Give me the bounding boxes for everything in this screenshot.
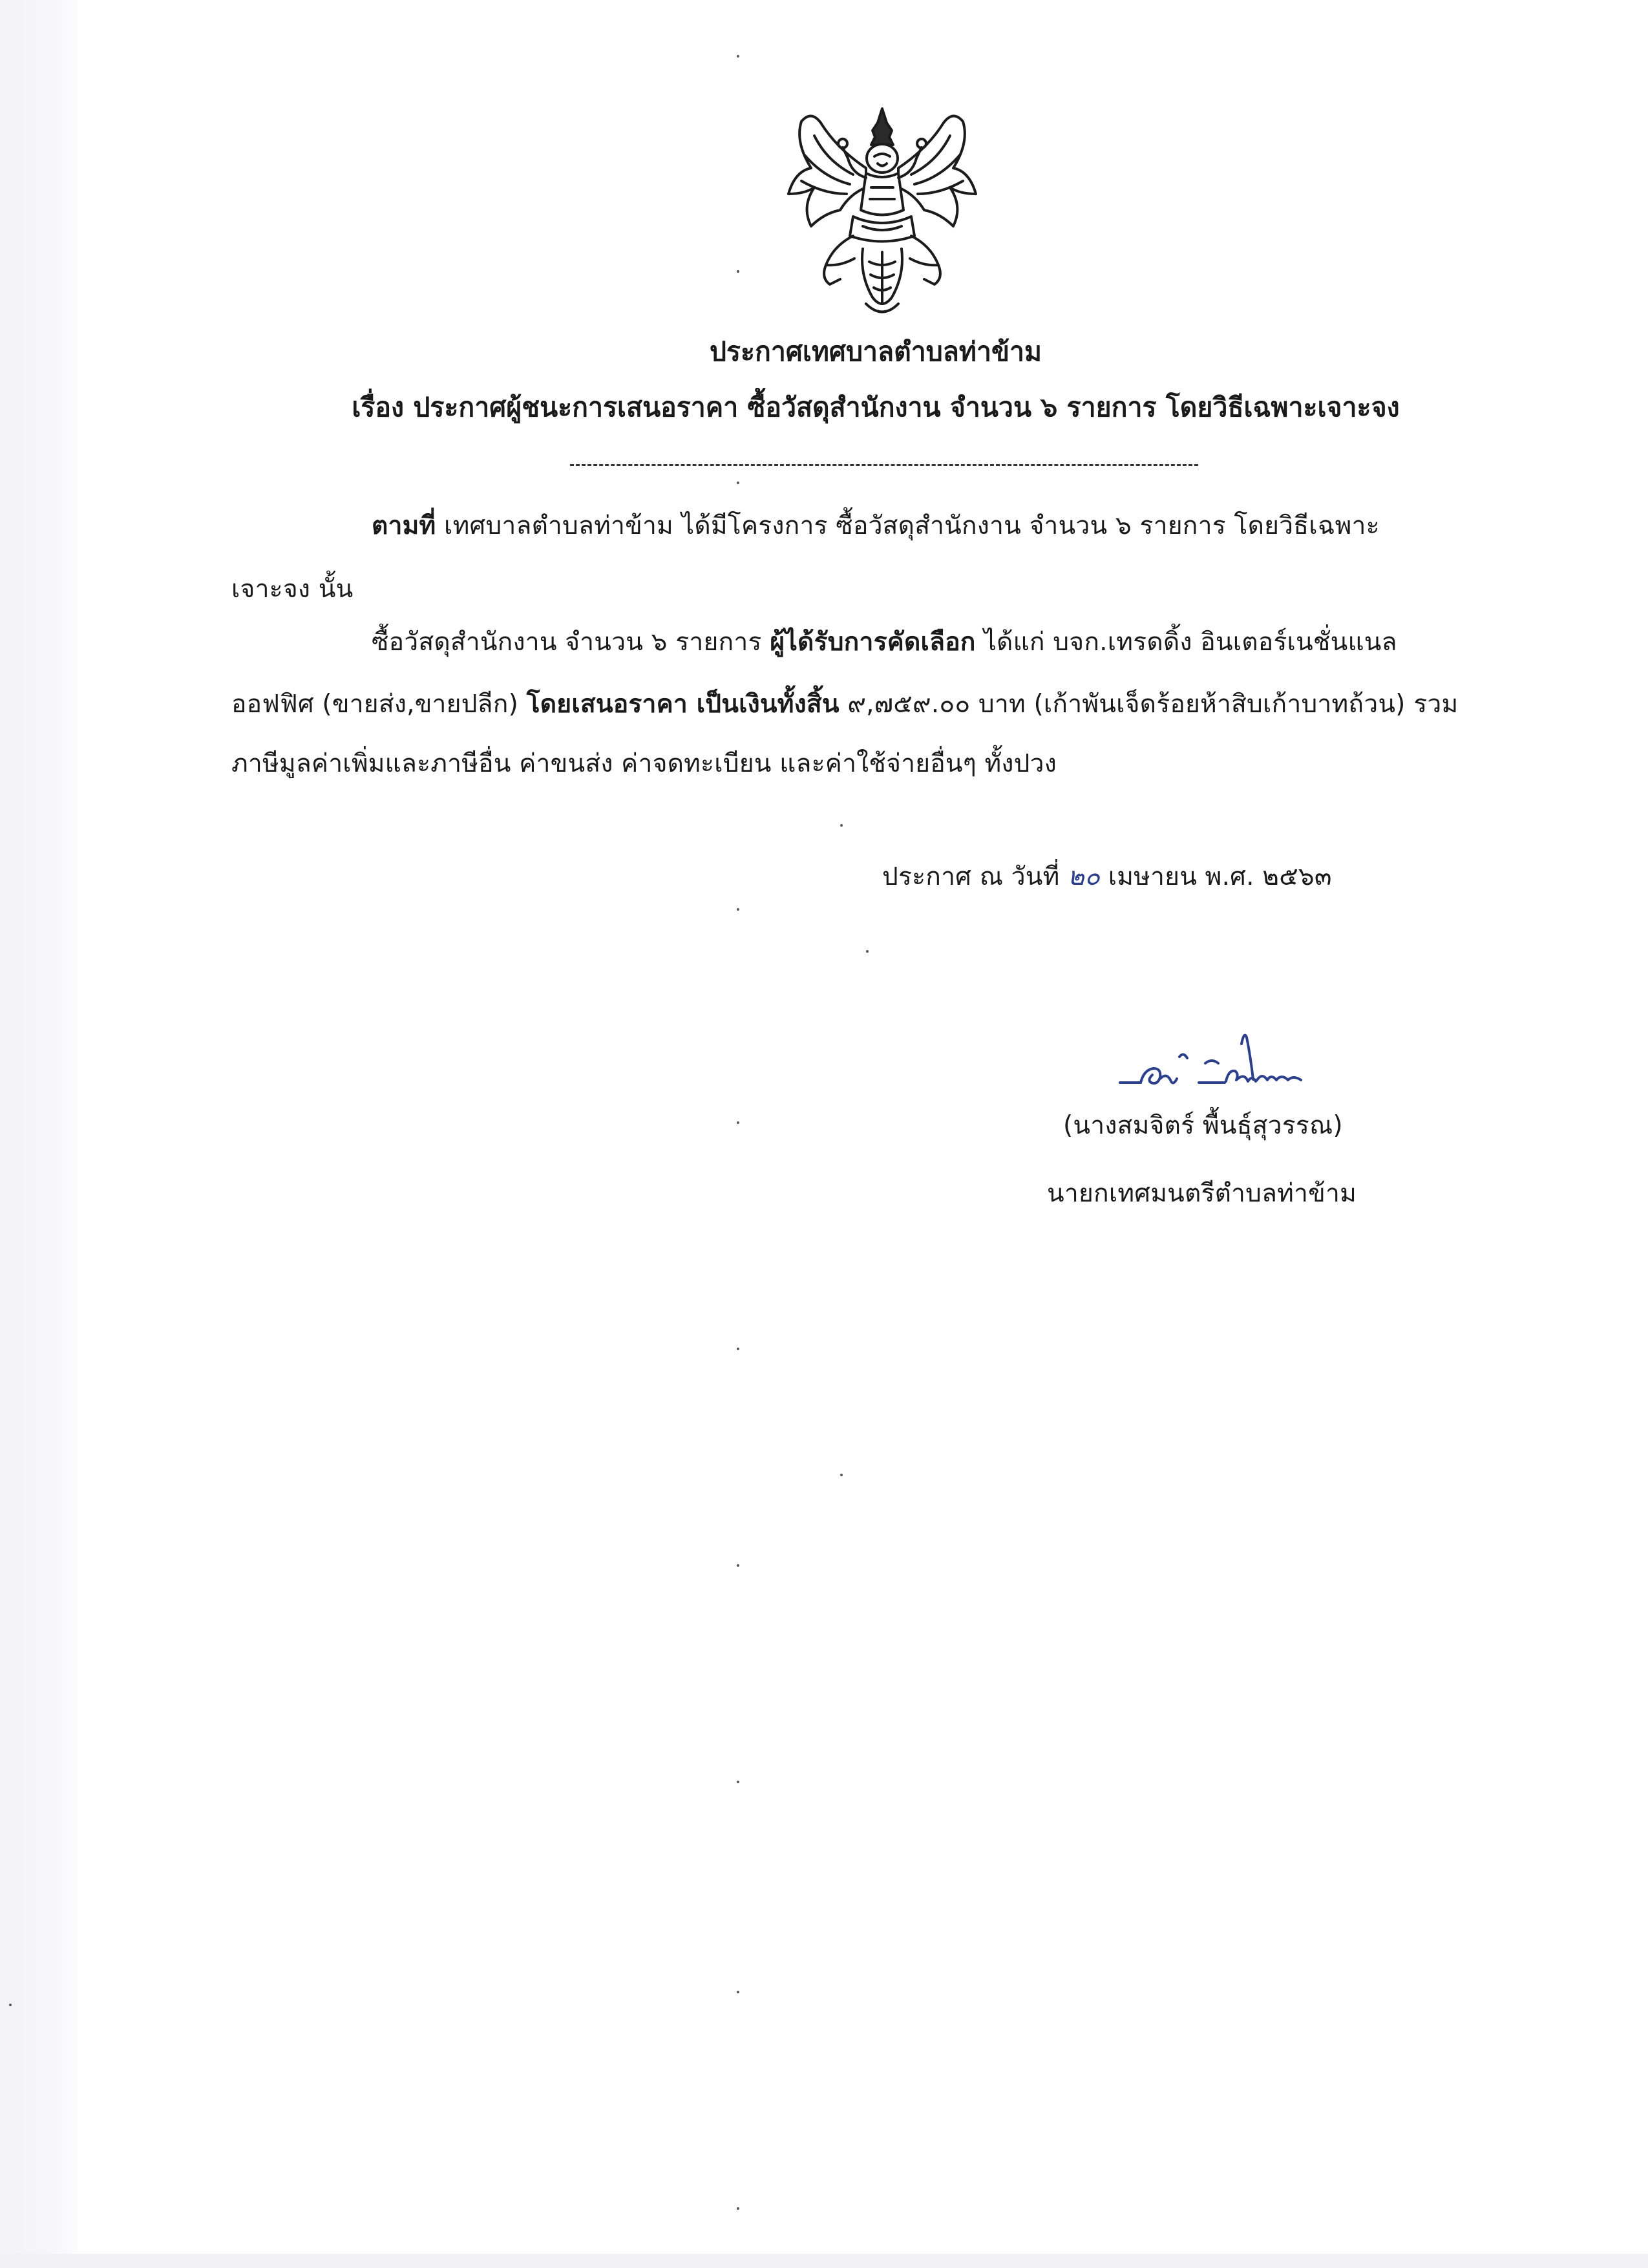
paragraph-2-text-a: ซื้อวัสดุสำนักงาน จำนวน ๖ รายการ <box>372 628 770 657</box>
scan-speck <box>737 1564 739 1567</box>
paragraph-2-line-3: ภาษีมูลค่าเพิ่มและภาษีอื่น ค่าขนส่ง ค่าจดทะเบียน และค่าใช้จ่ายอื่นๆ ทั้งปวง <box>231 749 1057 778</box>
paragraph-2-line-2 <box>231 684 1458 724</box>
paragraph-2-bold-b: โดยเสนอราคา เป็นเงินทั้งสิ้น <box>526 690 840 719</box>
scan-speck <box>737 1781 739 1783</box>
paragraph-2-bold-a: ผู้ได้รับการคัดเลือก <box>770 628 976 657</box>
scan-speck <box>840 824 843 827</box>
signatory-position: นายกเทศมนตรีตำบลท่าข้าม <box>1047 1179 1357 1208</box>
scan-speck <box>737 1121 739 1124</box>
paragraph-2-line-1 <box>372 622 1397 662</box>
document-title: ประกาศเทศบาลตำบลท่าข้าม <box>709 336 1042 367</box>
garuda-emblem-icon <box>776 97 989 326</box>
scan-speck <box>737 1348 739 1350</box>
scan-speck <box>9 2004 12 2006</box>
paragraph-2-text-c: ออฟฟิศ (ขายส่ง,ขายปลีก) <box>231 690 527 719</box>
signatory-name: (นางสมจิตร์ พื้นธุ์สุวรรณ) <box>1063 1111 1343 1140</box>
paper-edge-bottom <box>0 2254 1648 2268</box>
handwritten-signature <box>1115 1018 1322 1102</box>
scan-speck <box>866 950 869 953</box>
announcement-day: ๒๐ <box>1068 862 1101 891</box>
document-subject: เรื่อง ประกาศผู้ชนะการเสนอราคา ซื้อวัสดุสำนักงาน จำนวน ๖ รายการ โดยวิธีเฉพาะเจาะจง <box>352 392 1400 423</box>
scan-speck <box>737 1991 739 1993</box>
announcement-month-year: เมษายน พ.ศ. ๒๕๖๓ <box>1108 862 1332 891</box>
paragraph-1-lead: ตามที่ <box>372 511 436 540</box>
paragraph-2-text-b: ได้แก่ บจก.เทรดดิ้ง อินเตอร์เนชั่นแนล <box>975 628 1397 657</box>
paragraph-1-text: เทศบาลตำบลท่าข้าม ได้มีโครงการ ซื้อวัสดุสำนักงาน จำนวน ๖ รายการ โดยวิธีเฉพาะ <box>436 511 1380 540</box>
scan-speck <box>840 1474 843 1476</box>
paragraph-2-text-d: ๙,๗๕๙.๐๐ บาท (เก้าพันเจ็ดร้อยห้าสิบเก้าบาทถ้วน) รวม <box>839 690 1459 719</box>
scan-speck <box>737 2207 739 2210</box>
scan-speck <box>737 55 739 58</box>
scan-speck <box>737 270 739 273</box>
scan-speck <box>737 482 739 484</box>
scan-speck <box>737 908 739 911</box>
separator-line <box>570 464 1198 466</box>
announcement-date <box>882 856 1332 896</box>
announcement-prefix: ประกาศ ณ วันที่ <box>882 862 1060 891</box>
paragraph-1-line-2: เจาะจง นั้น <box>231 575 354 604</box>
paragraph-1-line-1 <box>372 505 1380 546</box>
